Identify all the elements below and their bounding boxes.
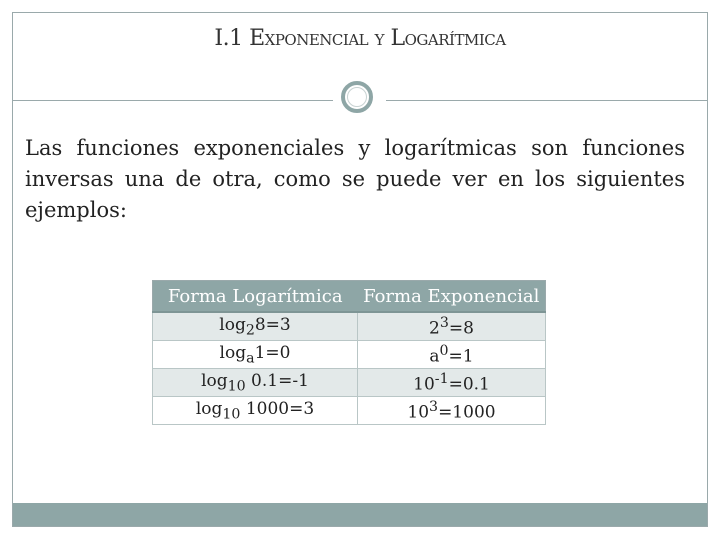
footer-bar bbox=[13, 503, 707, 526]
exp-cell: $2^3=8$ bbox=[358, 312, 546, 341]
conversion-table bbox=[152, 280, 546, 425]
title-divider-left bbox=[13, 100, 333, 101]
exp-cell: $10^3=1000$ bbox=[358, 397, 546, 425]
log-cell: $\log_{10} 0.1=-1$ bbox=[153, 369, 358, 397]
log-cell: $\log_{10} 1000=3$ bbox=[153, 397, 358, 425]
table-row bbox=[153, 369, 546, 397]
intro-paragraph: Las funciones exponenciales y logarítmicas son funciones inversas una de otra, como se puede ver en los siguientes ejemplos: bbox=[25, 136, 685, 222]
header-log-form: Forma Logarítmica bbox=[153, 281, 358, 313]
header-exp-form: Forma Exponencial bbox=[358, 281, 546, 313]
exp-cell: $10^{-1}=0.1$ bbox=[358, 369, 546, 397]
circle-ornament-icon bbox=[341, 81, 373, 113]
table-row bbox=[153, 397, 546, 425]
log-cell: $\log_a1=0$ bbox=[153, 341, 358, 369]
slide-title: I.1 Exponencial y Logarítmica bbox=[214, 26, 506, 51]
table-header-row bbox=[153, 281, 546, 313]
log-cell: $\log_28=3$ bbox=[153, 312, 358, 341]
exp-cell: $a^0=1$ bbox=[358, 341, 546, 369]
table-row bbox=[153, 341, 546, 369]
table-row bbox=[153, 312, 546, 341]
title-divider-right bbox=[386, 100, 707, 101]
